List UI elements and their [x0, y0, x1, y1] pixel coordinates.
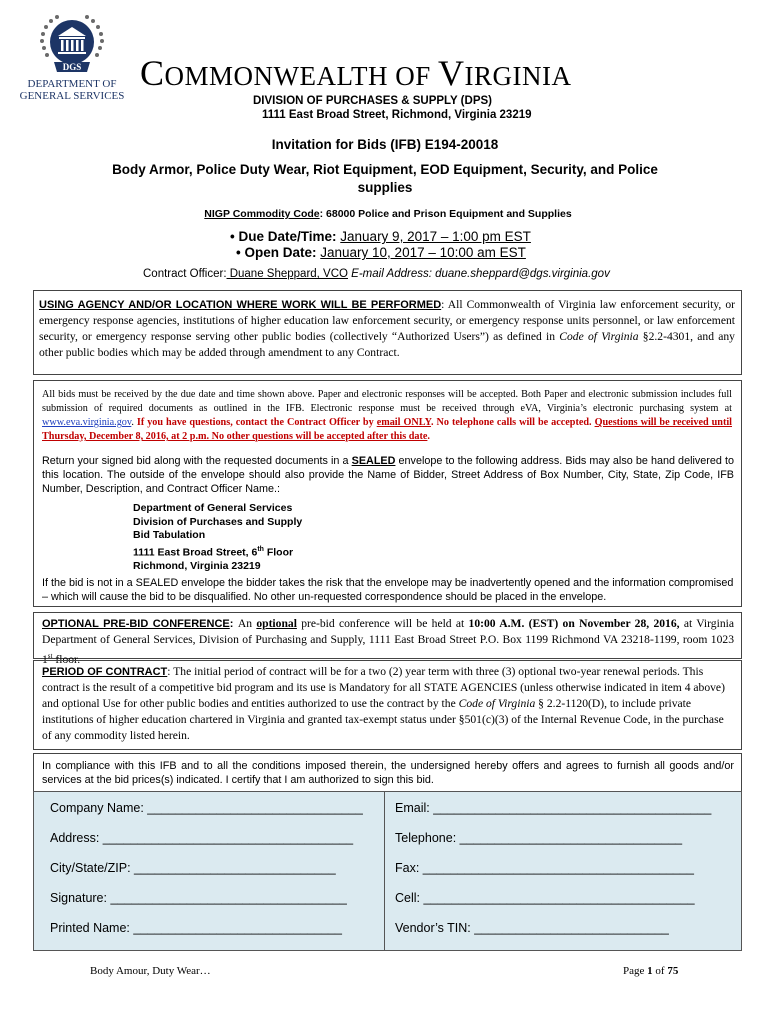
- agency-text: USING AGENCY AND/OR LOCATION WHERE WORK WILL BE PERFORMED: All Commonwealth of Virginia law enforcement security, or emergency response agencies, institutions of higher education law enforcement security, or emergency response units personnel, or law enforcement security, or emergency response serving other public bodies (collectively “Authorized Users”) as defined in Code of Virginia §2.2-4301, and any other public bodies which may be added through amendment to any Contract.: [39, 298, 735, 359]
- vendor-form: [33, 791, 742, 951]
- due-date: • Due Date/Time: January 9, 2017 – 1:00 pm EST: [230, 229, 531, 244]
- eva-link[interactable]: www.eva.virginia.gov: [42, 417, 132, 428]
- company-name-field[interactable]: Company Name: _______________________________: [50, 801, 363, 815]
- return-instructions: Return your signed bid along with the requested documents in a SEALED envelope to the following address. Bids may also be hand delivered to this location. The outside of the envelope should also provide the Name of Bidder, Street Address of Box Number, City, State, Zip Code, IFB Number, Description, and Contract Officer Name.:: [42, 455, 734, 495]
- ifb-number: Invitation for Bids (IFB) E194-20018: [271, 137, 499, 152]
- mailing-address: Department of General Services Division of Purchases and Supply Bid Tabulation 1111 East Broad Street, 6th Floor Richmond, Virginia 23219: [133, 502, 303, 572]
- bid-instructions: All bids must be received by the due date and time shown above. Paper and electronic responses will be accepted. Both Paper and electronic submission includes full submission of required documents as outlined in the IFB. Electronic response must be received through eVA, Virginia’s electronic purchasing system at www.eva.virginia.gov. If you have questions, contact the Contract Officer by email ONLY. No telephone calls will be accepted. Questions will be received until Thursday, December 8, 2016, at 2 p.m. No other questions will be accepted after this date.: [42, 389, 733, 442]
- footer-title: Body Amour, Duty Wear…: [90, 965, 211, 977]
- ifb-subject: Body Armor, Police Duty Wear, Riot Equipment, EOD Equipment, Security, and Police supplies: [112, 162, 658, 195]
- vendor-tin-field[interactable]: Vendor’s TIN: ____________________________: [395, 921, 669, 935]
- sealed-warning: If the bid is not in a SEALED envelope the bidder takes the risk that the envelope may be inadvertently opened and the information compromised – which will cause the bid to be disqualified. No other un-requested correspondence should be placed in the envelope.: [42, 577, 734, 603]
- telephone-field[interactable]: Telephone: ________________________________: [395, 831, 683, 845]
- nigp-code: NIGP Commodity Code: 68000 Police and Prison Equipment and Supplies: [204, 208, 572, 220]
- prebid-section: [33, 612, 742, 666]
- division-address: 1111 East Broad Street, Richmond, Virginia 23219: [262, 109, 532, 121]
- email-field[interactable]: Email: ________________________________________: [395, 801, 712, 815]
- city-state-zip-field[interactable]: City/State/ZIP: _____________________________: [50, 861, 336, 875]
- compliance-text: In compliance with this IFB and to all the conditions imposed therein, the undersigned hereby offers and agrees to furnish all goods and/or services at the bid prices(s) indicated. I certify that I am authorized to sign this bid.: [42, 760, 734, 786]
- page-title: COMMONWEALTH OF VIRGINIA: [140, 53, 572, 93]
- printed-name-field[interactable]: Printed Name: ______________________________: [50, 921, 342, 935]
- bid-submission-section: [33, 380, 742, 607]
- cell-field[interactable]: Cell: _______________________________________: [395, 891, 695, 905]
- logo-caption: [14, 78, 130, 102]
- signature-field[interactable]: Signature: __________________________________: [50, 891, 347, 905]
- address-field[interactable]: Address: ____________________________________: [50, 831, 354, 845]
- compliance-section: [33, 753, 742, 792]
- page-number: Page 1 of 75: [623, 965, 679, 977]
- period-text: PERIOD OF CONTRACT: The initial period of contract will be for a two (2) year term with three (3) optional two-year renewal periods. This contract is the result of a competitive bid program and its use is Mandatory for all STATE AGENCIES (unless otherwise indicated in item 4 above) and optional Use for other public bodies and entities authorized to use the contract by the Code of Virginia § 2.2-1120(D), to include private institutions of higher education chartered in Virginia and granted tax-exempt status under §501(c)(3) of the Internal Revenue Code, in the purchase of any commodity listed herein.: [42, 665, 725, 742]
- prebid-text: OPTIONAL PRE-BID CONFERENCE: An optional pre-bid conference will be held at 10:00 A.M. (EST) on November 28, 2016, at Virginia Department of General Services, Division of Purchasing and Supply, 1111 East Broad Street P.O. Box 1199 Richmond VA 23218-1199, room 1023 1st floor.: [42, 617, 734, 666]
- period-section: [33, 660, 742, 750]
- logo-caption-line1: DEPARTMENT OF: [27, 78, 117, 90]
- contract-officer: Contract Officer: Duane Sheppard, VCO E-mail Address: duane.sheppard@dgs.virginia.gov: [143, 268, 610, 280]
- agency-section: [33, 290, 742, 375]
- form-divider: [384, 792, 385, 950]
- fax-field[interactable]: Fax: _______________________________________: [395, 861, 694, 875]
- svg-text:DGS: DGS: [62, 62, 82, 72]
- open-date: • Open Date: January 10, 2017 – 10:00 am EST: [236, 245, 526, 260]
- division-name: DIVISION OF PURCHASES & SUPPLY (DPS): [253, 95, 492, 107]
- logo-caption-line2: GENERAL SERVICES: [19, 90, 125, 102]
